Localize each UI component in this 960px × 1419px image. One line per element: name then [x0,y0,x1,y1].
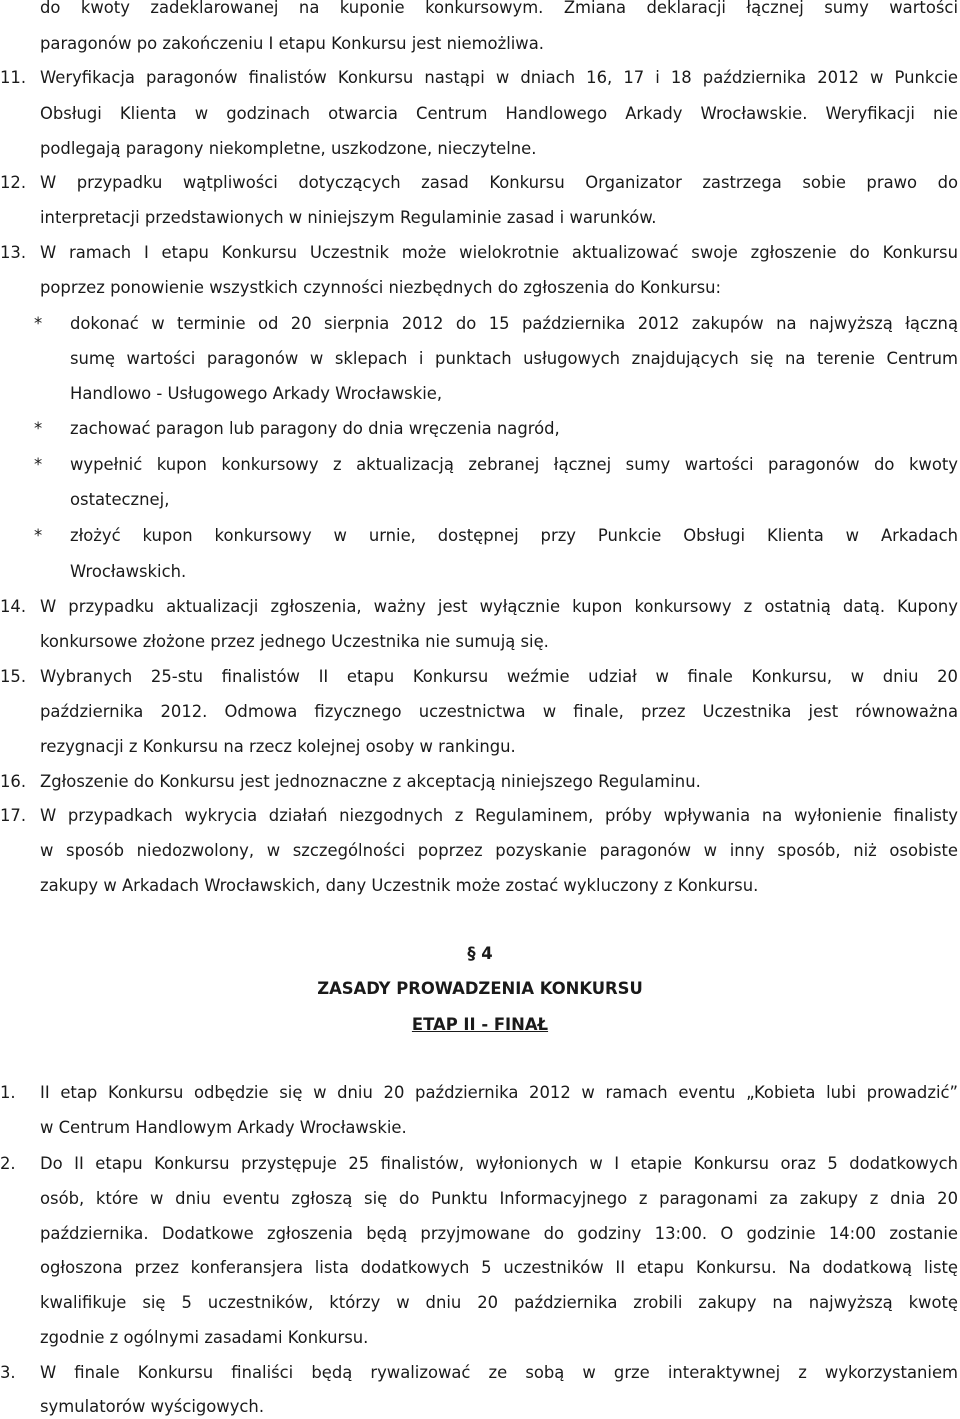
bullet-asterisk: * [34,314,43,333]
item-number: 14. [0,597,27,616]
paragraph-line: października 2012. Odmowa fizycznego uczestnictwa w finale, przez Uczestnika jest równoważna [40,702,958,721]
section-paragraph-mark: § 4 [467,944,493,963]
item-number: 2. [0,1154,16,1173]
paragraph-line: symulatorów wyścigowych. [40,1397,265,1416]
bullet-line: wypełnić kupon konkursowy z aktualizacją zebranej łącznej sumy wartości paragonów do kwoty [70,455,958,474]
paragraph-line: W przypadku aktualizacji zgłoszenia, ważny jest wyłącznie kupon konkursowy z ostatnią datą. Kupony [40,597,958,616]
bullet-line: Handlowo - Usługowego Arkady Wrocławskie, [70,384,443,403]
paragraph-line: zakupy w Arkadach Wrocławskich, dany Uczestnik może zostać wykluczony z Konkursu. [40,876,759,895]
bullet-line: złożyć kupon konkursowy w urnie, dostępnej przy Punkcie Obsługi Klienta w Arkadach [70,526,958,545]
paragraph-line: osób, które w dniu eventu zgłoszą się do Punktu Informacyjnego z paragonami za zakupy z dnia 20 [40,1189,958,1208]
paragraph-line: Zgłoszenie do Konkursu jest jednoznaczne z akceptacją niniejszego Regulaminu. [40,772,701,791]
paragraph-line: Do II etapu Konkursu przystępuje 25 finalistów, wyłonionych w I etapie Konkursu oraz 5 dodatkowych [40,1154,958,1173]
paragraph-line: paragonów po zakończeniu I etapu Konkursu jest niemożliwa. [40,34,544,53]
paragraph-line: poprzez ponowienie wszystkich czynności niezbędnych do zgłoszenia do Konkursu: [40,278,722,297]
bullet-line: Wrocławskich. [70,562,187,581]
paragraph-line: Obsługi Klienta w godzinach otwarcia Centrum Handlowego Arkady Wrocławskie. Weryfikacji nie [40,104,958,123]
item-number: 3. [0,1363,16,1382]
paragraph-line: ogłoszona przez konferansjera lista dodatkowych 5 uczestników II etapu Konkursu. Na dodatkową listę [40,1258,958,1277]
paragraph-line: w sposób niedozwolony, w szczególności poprzez pozyskanie paragonów w inny sposób, niż osobiste [40,841,958,860]
bullet-line: zachować paragon lub paragony do dnia wręczenia nagród, [70,419,560,438]
paragraph-line: kwalifikuje się 5 uczestników, którzy w dniu 20 października zrobili zakupy na najwyższą kwotę [40,1293,958,1312]
paragraph-line: W ramach I etapu Konkursu Uczestnik może wielokrotnie aktualizować swoje zgłoszenie do Konkursu [40,243,958,262]
paragraph-line: Wybranych 25-stu finalistów II etapu Konkursu weźmie udział w finale Konkursu, w dniu 20 [40,667,958,686]
bullet-line: dokonać w terminie od 20 sierpnia 2012 do 15 października 2012 zakupów na najwyższą łączną [70,314,958,333]
paragraph-line: interpretacji przedstawionych w niniejszym Regulaminie zasad i warunków. [40,208,657,227]
item-number: 13. [0,243,27,262]
paragraph-line: października. Dodatkowe zgłoszenia będą przyjmowane do godziny 13:00. O godzinie 14:00 zostanie [40,1224,958,1243]
paragraph-line: do kwoty zadeklarowanej na kuponie konkursowym. Zmiana deklaracji łącznej sumy wartości [40,0,958,17]
section-title: ZASADY PROWADZENIA KONKURSU [317,979,643,998]
item-number: 1. [0,1083,16,1102]
paragraph-line: zgodnie z ogólnymi zasadami Konkursu. [40,1328,369,1347]
paragraph-line: w Centrum Handlowym Arkady Wrocławskie. [40,1118,407,1137]
paragraph-line: konkursowe złożone przez jednego Uczestnika nie sumują się. [40,632,549,651]
paragraph-line: podlegają paragony niekompletne, uszkodzone, nieczytelne. [40,139,537,158]
item-number: 11. [0,68,27,87]
bullet-asterisk: * [34,419,43,438]
paragraph-line: W finale Konkursu finaliści będą rywalizować ze sobą w grze interaktywnej z wykorzystaniem [40,1363,958,1382]
item-number: 12. [0,173,27,192]
item-number: 16. [0,772,27,791]
bullet-asterisk: * [34,526,43,545]
bullet-line: sumę wartości paragonów w sklepach i punktach usługowych znajdujących się na terenie Centrum [70,349,958,368]
bullet-line: ostatecznej, [70,490,170,509]
paragraph-line: rezygnacji z Konkursu na rzecz kolejnej osoby w rankingu. [40,737,516,756]
item-number: 17. [0,806,27,825]
paragraph-line: W przypadkach wykrycia działań niezgodnych z Regulaminem, próby wpływania na wyłonienie finalisty [40,806,958,825]
paragraph-line: II etap Konkursu odbędzie się w dniu 20 października 2012 w ramach eventu „Kobieta lubi prowadzić” [40,1083,958,1102]
section-subtitle: ETAP II - FINAŁ [411,1015,549,1034]
paragraph-line: Weryfikacja paragonów finalistów Konkursu nastąpi w dniach 16, 17 i 18 października 2012 w Punkcie [40,68,958,87]
paragraph-line: W przypadku wątpliwości dotyczących zasad Konkursu Organizator zastrzega sobie prawo do [40,173,958,192]
bullet-asterisk: * [34,455,43,474]
item-number: 15. [0,667,27,686]
